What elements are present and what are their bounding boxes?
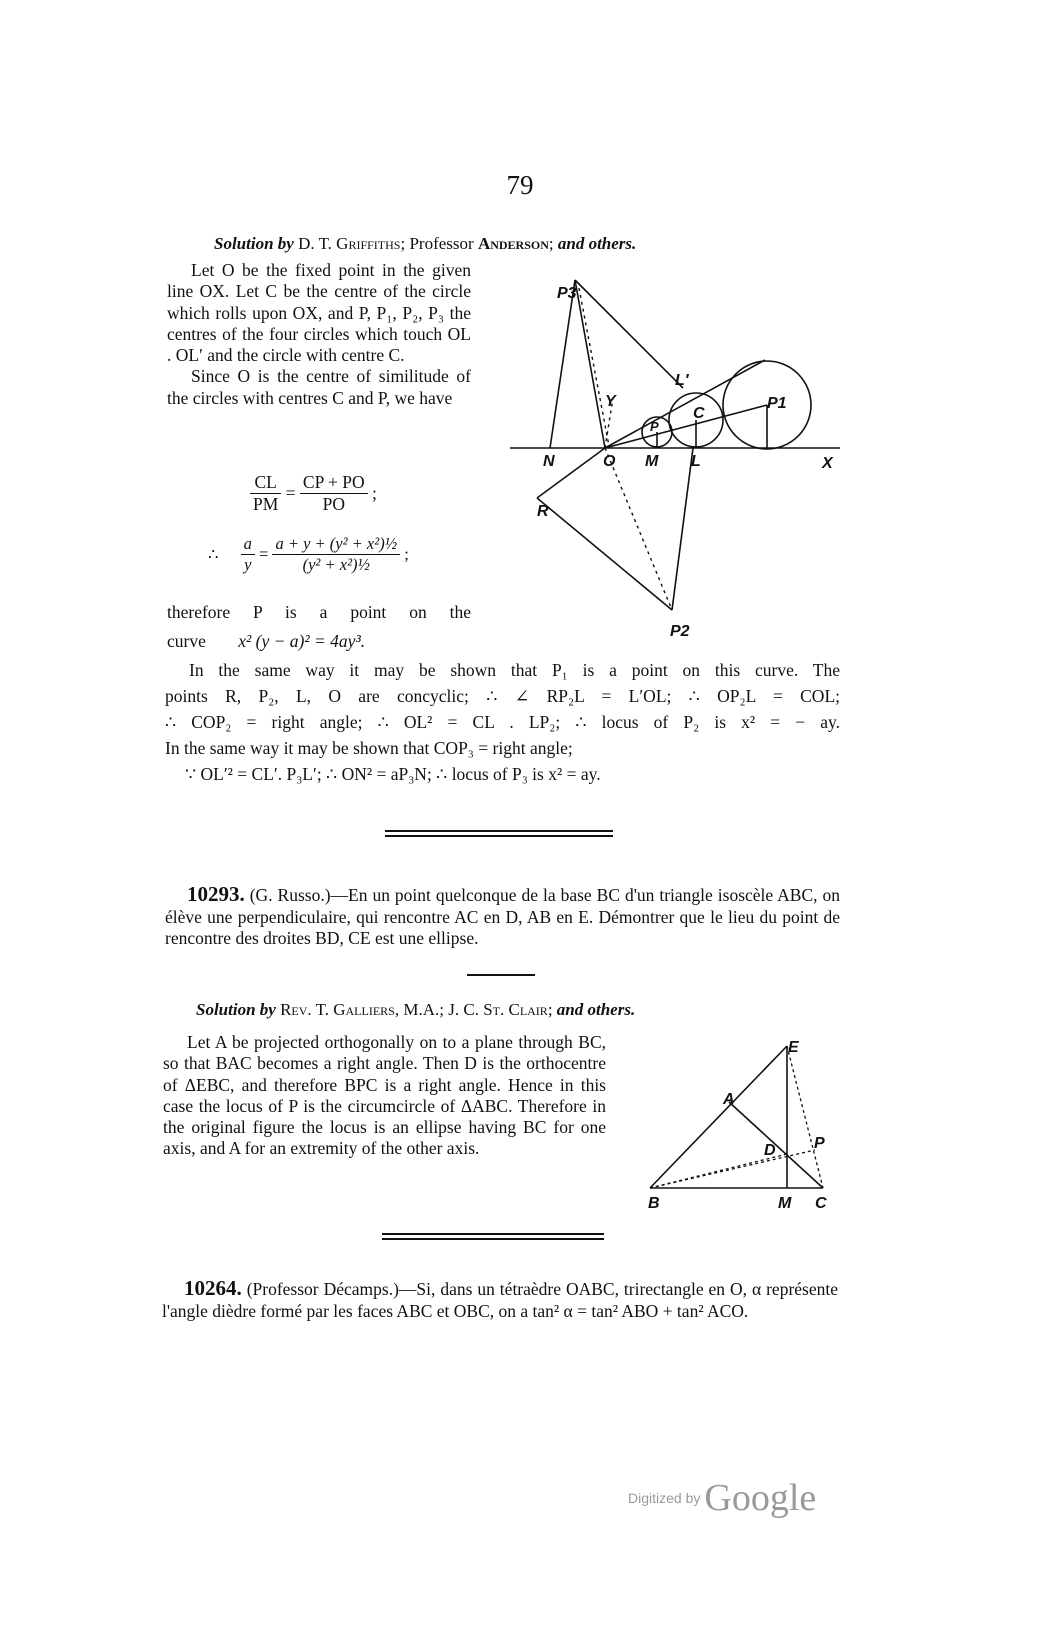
solution-header-2 [196,1000,635,1020]
separator: ; [439,1000,444,1019]
label-p2: P2 [670,623,690,640]
equation-1 [250,472,377,515]
question-text [162,1278,838,1322]
question-10293 [165,884,840,950]
author-title: Professor [409,234,474,253]
label-p: P [650,419,659,434]
label-m: M [645,453,659,470]
section-divider [385,830,613,837]
label-n: N [543,453,555,470]
question-10264 [162,1278,838,1322]
label-x: X [822,455,833,472]
separator: ; [547,1000,553,1019]
digitized-watermark [628,1476,816,1520]
label-d: D [764,1142,776,1159]
numerator: a [241,534,255,555]
label-p: P [814,1135,825,1152]
question-body: (Professor Décamps.)—Si, dans un tétraèdre OABC, trirectangle en O, α représente l'angle dièdre formé par les faces ABC et OBC, on a tan² α = tan² ABO + tan² ACO. [162,1279,838,1321]
numerator: CL [250,472,281,494]
denominator: (y² + x²)½ [302,555,370,574]
and-others: and others. [557,234,637,253]
punctuation: ; [372,483,377,503]
separator: ; [400,234,406,253]
fraction [241,534,255,575]
dashed-e-c [787,1046,823,1188]
denominator: PM [253,494,279,514]
google-logo: Google [704,1477,817,1519]
punctuation: ; [404,544,409,564]
text-line: ∵ OL′² = CL′. P₃L′; ∴ ON² = aP₃N; ∴ locus of P₃ is x² = ay. [185,764,601,784]
therefore-symbol: ∴ [208,544,219,564]
question-number: 10293. [187,882,245,906]
author-name: J. C. St. Clair [448,1000,548,1019]
text-line: In the same way it may be shown that COP₃ = right angle; [165,738,573,758]
dashed-p3-o [579,288,609,446]
solution-2-column [163,1032,606,1160]
dashed-o-p2 [605,448,672,610]
watermark-prefix: Digitized by [628,1490,701,1506]
short-rule [467,974,535,976]
fraction [250,472,281,515]
line-p2-l [672,448,693,610]
curve-statement [167,598,471,656]
page-number: 79 [506,170,534,200]
separator: ; [548,234,554,253]
label-l-prime: L′ [675,372,689,389]
label-a: A [723,1091,735,1108]
label-e: E [788,1039,799,1056]
line-a-c [729,1102,823,1188]
equation-2 [208,534,409,575]
line-p3-n [550,280,575,448]
question-text [165,884,840,950]
text-line: In the same way it may be shown that P₁ is a point on this curve. The [189,660,840,680]
numerator: CP + PO [300,472,368,494]
author-name: Anderson [477,234,549,253]
label-p1: P1 [767,395,787,412]
question-number: 10264. [184,1276,242,1300]
curve-equation: x² (y − a)² = 4ay³. [238,631,366,651]
and-others: and others. [556,1000,636,1019]
line-r-p2 [537,498,672,610]
section-divider [382,1233,604,1240]
denominator: PO [322,494,345,514]
figure-2-triangle [630,1030,850,1220]
label-y: Y [605,393,616,410]
denominator: y [244,555,252,574]
label-o: O [603,453,616,470]
solution-1-column [167,260,471,409]
fraction [300,472,368,515]
fraction [272,534,400,575]
numerator: a + y + (y² + x²)½ [272,534,400,555]
dashed-b-d [650,1154,787,1188]
curve-word: curve [167,631,206,651]
author-name: Rev. T. Galliers, M.A. [280,1000,440,1019]
equals-sign: = [259,544,269,564]
label-c: C [815,1195,827,1212]
label-p3: P3 [557,285,577,302]
question-body: (G. Russo.)—En un point quelconque de la base BC d'un triangle isoscèle ABC, on élève une perpendiculaire, qui rencontre AC en D, AB en E. Démontrer que le lieu du point de rencontre des droites BD, CE est une ellipse. [165,885,840,948]
author-name: D. T. Griffiths [298,234,401,253]
label-b: B [648,1195,660,1212]
label-l: L [691,453,701,470]
label-r: R [537,503,549,520]
paragraph: therefore P is a point on the [167,602,471,622]
solution-by: Solution by [214,234,294,253]
solution-header-1 [214,234,636,254]
solution-by: Solution by [196,1000,276,1019]
line-b-e [650,1046,787,1188]
equals-sign: = [285,483,296,503]
text-line: ∴ COP₂ = right angle; ∴ OL² = CL . LP₂; ∴ locus of P₂ is x² = − ay. [165,712,840,732]
paragraph: Let A be projected orthogonally on to a plane through BC, so that BAC becomes a right angle. Then D is the orthocentre of ΔEBC, and therefore BPC is a right angle. Hence in this case the locus of P is the circumcircle of ΔABC. Therefore in the original figure the locus is an ellipse having BC for one axis, and A for an extremity of the other axis. [163,1032,606,1159]
label-c: C [693,405,705,422]
label-m: M [778,1195,792,1212]
paragraph [167,627,471,656]
solution-1-continuation [165,657,840,787]
paragraph: Since O is the centre of similitude of the circles with centres C and P, we have [167,366,471,408]
paragraph: Let O be the fixed point in the given line OX. Let C be the centre of the circle which rolls upon OX, and P, P₁, P₂, P₃ the centres of the four circles which touch OL . OL′ and the circle with centre C. [167,260,471,366]
text-line: points R, P₂, L, O are concyclic; ∴ ∠ RP₂L = L′OL; ∴ OP₂L = COL; [165,686,840,706]
figure-1-rolling-circle [505,270,845,650]
